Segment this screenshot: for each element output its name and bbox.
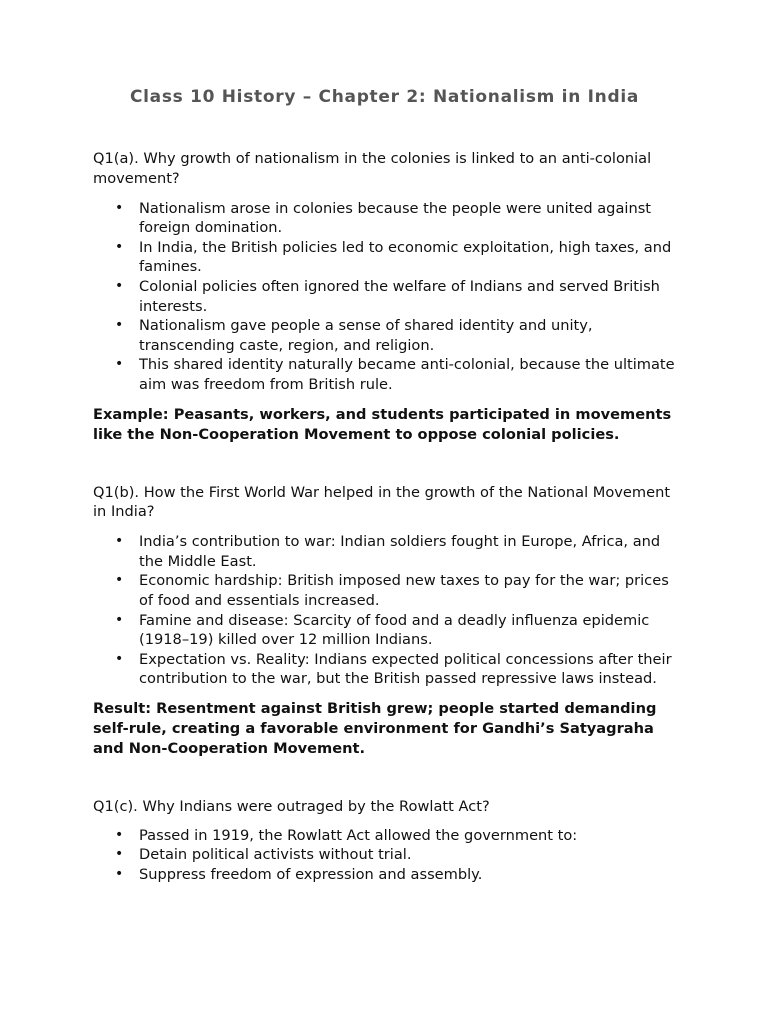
bullet-icon: • [115, 317, 124, 334]
list-item [93, 571, 676, 610]
list-item-text: Economic hardship: British imposed new taxes to pay for the war; prices of food and essentials increased. [139, 572, 669, 609]
list-item [93, 845, 676, 865]
bullet-icon: • [115, 199, 124, 216]
list-item-text: This shared identity naturally became anti-colonial, because the ultimate aim was freedom from British rule. [139, 356, 675, 393]
list-item [93, 355, 676, 394]
bullet-icon: • [115, 650, 124, 667]
answer-bullet-list [93, 826, 676, 885]
page-title: Class 10 History – Chapter 2: Nationalism in India [129, 87, 640, 107]
question-heading: Q1(b). How the First World War helped in the growth of the National Movement in India? [93, 483, 671, 521]
bullet-icon: • [115, 846, 124, 863]
example-paragraph: Example: Peasants, workers, and students participated in movements like the Non-Cooperation Movement to oppose colonial policies. [93, 405, 672, 443]
question-section-q1b [93, 483, 676, 759]
list-item-text: Famine and disease: Scarcity of food and a deadly influenza epidemic (1918–19) killed over 12 million Indians. [139, 611, 650, 649]
list-item [93, 826, 676, 846]
list-item [93, 650, 676, 689]
list-item [93, 532, 676, 571]
bullet-icon: • [115, 572, 124, 589]
list-item-text: Nationalism arose in colonies because the people were united against foreign domination. [139, 199, 652, 237]
list-item [93, 865, 676, 885]
bullet-icon: • [115, 277, 124, 294]
list-item [93, 277, 676, 316]
bullet-icon: • [115, 533, 124, 550]
answer-bullet-list [93, 199, 676, 395]
list-item [93, 611, 676, 650]
question-section-q1a [93, 149, 676, 445]
list-item-text: India’s contribution to war: Indian soldiers fought in Europe, Africa, and the Middle East. [139, 533, 661, 570]
bullet-icon: • [115, 611, 124, 628]
result-paragraph: Result: Resentment against British grew; people started demanding self-rule, creating a favorable environment for Gandhi’s Satyagraha and Non-Cooperation Movement. [93, 699, 657, 757]
list-item-text: In India, the British policies led to economic exploitation, high taxes, and famines. [139, 238, 672, 276]
bullet-icon: • [115, 865, 124, 882]
bullet-icon: • [115, 356, 124, 373]
list-item-text: Suppress freedom of expression and assembly. [139, 865, 483, 883]
list-item-text: Colonial policies often ignored the welfare of Indians and served British interests. [139, 277, 660, 315]
question-heading: Q1(c). Why Indians were outraged by the Rowlatt Act? [93, 797, 490, 815]
list-item-text: Passed in 1919, the Rowlatt Act allowed the government to: [139, 826, 578, 844]
list-item-text: Nationalism gave people a sense of shared identity and unity, transcending caste, region, and religion. [139, 317, 593, 354]
list-item [93, 238, 676, 277]
answer-bullet-list [93, 532, 676, 689]
question-heading: Q1(a). Why growth of nationalism in the colonies is linked to an anti-colonial movement? [93, 150, 652, 187]
list-item [93, 199, 676, 238]
list-item-text: Detain political activists without trial. [139, 846, 412, 864]
list-item-text: Expectation vs. Reality: Indians expected political concessions after their contribution to the war, but the British passed repressive laws instead. [139, 650, 672, 688]
bullet-icon: • [115, 238, 124, 255]
question-section-q1c [93, 797, 676, 885]
bullet-icon: • [115, 826, 124, 843]
list-item [93, 316, 676, 355]
